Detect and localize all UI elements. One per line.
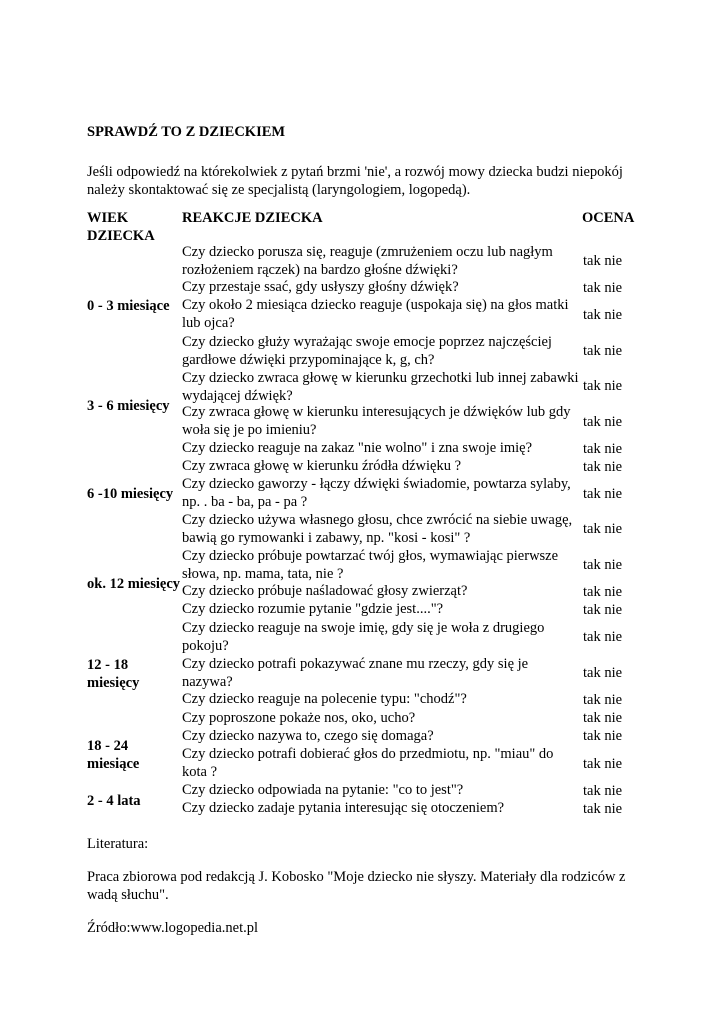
question-text: Czy dziecko odpowiada na pytanie: "co to jest"?: [182, 782, 464, 798]
literature-reference: Praca zbiorowa pod redakcją J. Kobosko "Moje dziecko nie słyszy. Materiały dla rodziców z wadą słuchu".: [87, 869, 626, 903]
question-text: Czy dziecko gaworzy - łączy dźwięki świadomie, powtarza sylaby, np. . ba - ba, pa - pa ?: [182, 476, 571, 510]
header-reaction: REAKCJE DZIECKA: [182, 210, 323, 226]
age-group-label: 12 - 18 miesięcy: [87, 657, 140, 691]
literature-label: Literatura:: [87, 836, 149, 852]
age-group-label: 0 - 3 miesiące: [87, 298, 170, 314]
question-text: Czy dziecko głuży wyrażając swoje emocje poprzez najczęściej gardłowe dźwięki przypominające k, g, ch?: [182, 334, 552, 368]
header-score: OCENA: [582, 210, 635, 226]
question-text: Czy dziecko próbuje naśladować głosy zwierząt?: [182, 583, 468, 599]
question-text: Czy zwraca głowę w kierunku źródła dźwięku ?: [182, 458, 462, 474]
answer-options: tak nie: [583, 584, 623, 600]
age-group-label: 2 - 4 lata: [87, 793, 141, 809]
answer-options: tak nie: [583, 692, 623, 708]
question-text: Czy dziecko reaguje na polecenie typu: "chodź"?: [182, 691, 467, 707]
question-text: Czy zwraca głowę w kierunku interesujących je dźwięków lub gdy woła się je po imieniu?: [182, 404, 571, 438]
answer-options: tak nie: [583, 783, 623, 799]
question-text: Czy dziecko porusza się, reaguje (zmrużeniem oczu lub nagłym rozłożeniem rączek) na bardzo głośne dźwięki?: [182, 244, 553, 278]
question-text: Czy dziecko rozumie pytanie "gdzie jest...."?: [182, 601, 444, 617]
answer-options: tak nie: [583, 486, 623, 502]
question-text: Czy dziecko zadaje pytania interesując się otoczeniem?: [182, 800, 505, 816]
header-age: WIEK DZIECKA: [87, 210, 155, 244]
question-text: Czy dziecko reaguje na swoje imię, gdy się je woła z drugiego pokoju?: [182, 620, 545, 654]
question-text: Czy około 2 miesiąca dziecko reaguje (uspokaja się) na głos matki lub ojca?: [182, 297, 569, 331]
answer-options: tak nie: [583, 756, 623, 772]
question-text: Czy dziecko używa własnego głosu, chce zwrócić na siebie uwagę, bawią go rymowanki i zabawy, np. "kosi - kosi" ?: [182, 512, 573, 546]
intro-paragraph: Jeśli odpowiedź na którekolwiek z pytań brzmi 'nie', a rozwój mowy dziecka budzi niepokój należy skontaktować się ze specjalistą (laryngologiem, logopedą).: [87, 164, 623, 198]
answer-options: tak nie: [583, 343, 623, 359]
document-title: SPRAWDŹ TO Z DZIECKIEM: [87, 124, 286, 140]
age-group-label: ok. 12 miesięcy: [87, 576, 181, 592]
question-text: Czy przestaje ssać, gdy usłyszy głośny dźwięk?: [182, 279, 459, 295]
answer-options: tak nie: [583, 459, 623, 475]
question-text: Czy dziecko potrafi dobierać głos do przedmiotu, np. "miau" do kota ?: [182, 746, 554, 780]
answer-options: tak nie: [583, 441, 623, 457]
question-text: Czy dziecko próbuje powtarzać twój głos, wymawiając pierwsze słowa, np. mama, tata, nie ?: [182, 548, 559, 582]
answer-options: tak nie: [583, 602, 623, 618]
question-text: Czy dziecko reaguje na zakaz "nie wolno" i zna swoje imię?: [182, 440, 533, 456]
answer-options: tak nie: [583, 414, 623, 430]
answer-options: tak nie: [583, 253, 623, 269]
answer-options: tak nie: [583, 665, 623, 681]
question-text: Czy dziecko potrafi pokazywać znane mu rzeczy, gdy się je nazywa?: [182, 656, 529, 690]
answer-options: tak nie: [583, 629, 623, 645]
answer-options: tak nie: [583, 801, 623, 817]
answer-options: tak nie: [583, 557, 623, 573]
age-group-label: 6 -10 miesięcy: [87, 486, 174, 502]
answer-options: tak nie: [583, 378, 623, 394]
age-group-label: 3 - 6 miesięcy: [87, 398, 170, 414]
question-text: Czy dziecko nazywa to, czego się domaga?: [182, 728, 434, 744]
answer-options: tak nie: [583, 710, 623, 726]
question-text: Czy poproszone pokaże nos, oko, ucho?: [182, 710, 416, 726]
age-group-label: 18 - 24 miesiące: [87, 738, 140, 772]
question-text: Czy dziecko zwraca głowę w kierunku grzechotki lub innej zabawki wydającej dźwięk?: [182, 370, 579, 404]
source-reference: Źródło:www.logopedia.net.pl: [87, 920, 259, 936]
answer-options: tak nie: [583, 728, 623, 744]
answer-options: tak nie: [583, 521, 623, 537]
answer-options: tak nie: [583, 280, 623, 296]
answer-options: tak nie: [583, 307, 623, 323]
